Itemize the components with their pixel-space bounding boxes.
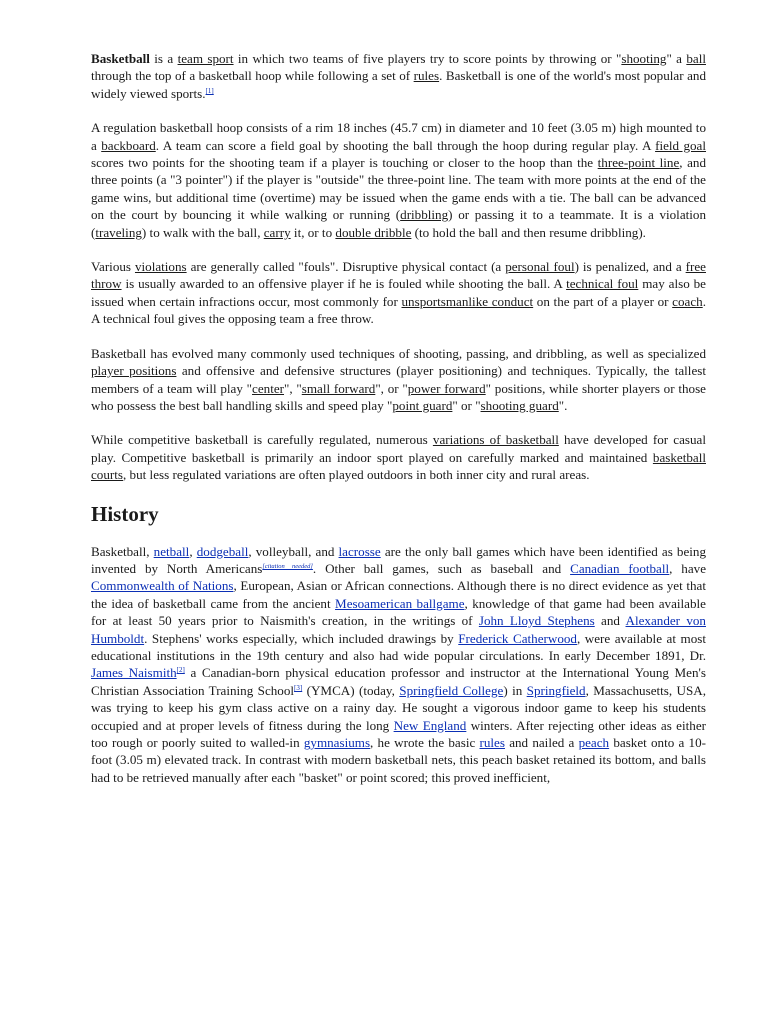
link-lacrosse[interactable]: lacrosse: [338, 543, 381, 559]
link-unsportsmanlike-conduct[interactable]: unsportsmanlike conduct: [401, 293, 534, 309]
link-rules-history[interactable]: rules: [479, 735, 505, 750]
citation-needed-link[interactable]: [citation needed]: [262, 562, 313, 570]
link-springfield-college[interactable]: Springfield College: [399, 682, 504, 698]
link-field-goal[interactable]: field goal: [655, 137, 707, 153]
link-springfield[interactable]: Springfield: [526, 682, 586, 698]
positions-paragraph: Basketball has evolved many commonly used techniques of shooting, passing, and dribbling, as well as specialized player positions and offensive and defensive structures (player positioning) and techniques. Typically, the tallest members of a team will play "center", "small forward", or "power forward" positions, while shorter players or those who possess the best ball handling skills and speed play "point guard" or "shooting guard".: [91, 345, 706, 413]
link-shooting-guard[interactable]: shooting guard: [480, 397, 559, 413]
link-violations[interactable]: violations: [134, 259, 187, 275]
link-personal-foul[interactable]: personal foul: [505, 259, 575, 275]
link-double-dribble[interactable]: double dribble: [335, 224, 412, 240]
link-netball[interactable]: netball: [153, 543, 190, 559]
footnote-2: [177, 666, 185, 674]
term-basketball: Basketball: [91, 51, 150, 66]
link-variations-of-basketball[interactable]: variations of basketball: [432, 432, 559, 448]
link-dribbling[interactable]: dribbling: [400, 207, 449, 223]
link-player-positions[interactable]: player positions: [91, 363, 177, 379]
link-gymnasiums[interactable]: gymnasiums: [303, 735, 371, 750]
link-james-naismith[interactable]: James Naismith: [91, 665, 177, 681]
link-mesoamerican-ballgame[interactable]: Mesoamerican ballgame: [335, 595, 465, 611]
link-peach[interactable]: peach: [578, 735, 610, 750]
hoop-paragraph: A regulation basketball hoop consists of a rim 18 inches (45.7 cm) in diameter and 10 feet (3.05 m) high mounted to a backboard. A team can score a field goal by shooting the ball through the hoop during regular play. A field goal scores two points for the shooting team if a player is touching or closer to the hoop than the three-point line, and three points (a "3 pointer") if the player is "outside" the three-point line. The team with more points at the end of the game wins, but additional time (overtime) may be issued when the game ends with a tie. The ball can be advanced on the court by bouncing it while walking or running (dribbling) or passing it to a teammate. It is a violation (traveling) to walk with the ball, carry it, or to double dribble (to hold the ball and then resume dribbling).: [91, 120, 707, 240]
link-ball[interactable]: ball: [686, 51, 706, 66]
link-traveling[interactable]: traveling: [95, 224, 142, 240]
link-three-point-line[interactable]: three-point line: [597, 155, 680, 171]
link-new-england[interactable]: New England: [393, 717, 467, 733]
footnote-3: [294, 684, 302, 692]
link-coach[interactable]: coach: [672, 293, 703, 309]
variations-paragraph: While competitive basketball is carefully regulated, numerous variations of basketball have developed for casual play. Competitive basketball is primarily an indoor sport played on carefully marked and maintained basketball courts, but less regulated variations are often played outdoors in both inner city and rural areas.: [91, 432, 706, 483]
link-power-forward[interactable]: power forward: [407, 380, 486, 396]
citation-needed: [262, 562, 313, 570]
link-commonwealth-of-nations[interactable]: Commonwealth of Nations: [91, 578, 234, 594]
link-canadian-football[interactable]: Canadian football: [570, 560, 670, 576]
link-basketball-courts[interactable]: basketball courts: [91, 449, 706, 483]
link-alexander-von-humboldt[interactable]: Alexander von Humboldt: [91, 613, 706, 646]
article-body: [91, 0, 706, 803]
link-carry[interactable]: carry: [263, 224, 291, 240]
intro-paragraph: Basketball is a team sport in which two teams of five players try to score points by throwing or "shooting" a ball through the top of a basketball hoop while following a set of rules. Basketball is one of the world's most popular and widely viewed sports.[1]: [91, 51, 706, 101]
link-shooting[interactable]: shooting: [621, 51, 667, 66]
link-center[interactable]: center: [252, 380, 285, 396]
link-team-sport[interactable]: team sport: [177, 51, 234, 66]
link-john-lloyd-stephens[interactable]: John Lloyd Stephens: [478, 613, 595, 629]
footnote-1: [206, 87, 214, 95]
link-frederick-catherwood[interactable]: Frederick Catherwood: [458, 630, 577, 646]
link-free-throw[interactable]: free throw: [91, 259, 706, 292]
link-backboard[interactable]: backboard: [101, 137, 156, 153]
history-heading: History: [91, 501, 159, 526]
history-paragraph: Basketball, netball, dodgeball, volleyball, and lacrosse are the only ball games which have been identified as being invented by North Americans[citation needed]. Other ball games, such as baseball and Canadian football, have Commonwealth of Nations, European, Asian or African connections. Although there is no direct evidence as yet that the idea of basketball came from the ancient Mesoamerican ballgame, knowledge of that game had been available for at least 50 years prior to Naismith's creation, in the writings of John Lloyd Stephens and Alexander von Humboldt. Stephens' works especially, which included drawings by Frederick Catherwood, were available at most educational institutions in the 19th century and also had wide popular circulations. In early December 1891, Dr. James Naismith[2] a Canadian-born physical education professor and instructor at the International Young Men's Christian Association Training School[3] (YMCA) (today, Springfield College) in Springfield, Massachusetts, USA, was trying to keep his gym class active on a rainy day. He sought a vigorous indoor game to keep his students occupied and at proper levels of fitness during the long New England winters. After rejecting other ideas as either too rough or poorly suited to walled-in gymnasiums, he wrote the basic rules and nailed a peach basket onto a 10-foot (3.05 m) elevated track. In contrast with modern basketball nets, this peach basket retained its bottom, and balls had to be retrieved manually after each "basket" or point scored; this proved inefficient,: [91, 543, 707, 785]
link-point-guard[interactable]: point guard: [392, 397, 453, 413]
footnote-3-link[interactable]: [3]: [294, 683, 303, 692]
link-dodgeball[interactable]: dodgeball: [196, 543, 249, 559]
link-technical-foul[interactable]: technical foul: [566, 276, 639, 292]
fouls-paragraph: Various violations are generally called "fouls". Disruptive physical contact (a personal foul) is penalized, and a free throw is usually awarded to an offensive player if he is fouled while shooting the ball. A technical foul may also be issued when certain infractions occur, most commonly for unsportsmanlike conduct on the part of a player or coach. A technical foul gives the opposing team a free throw.: [91, 259, 706, 327]
link-rules[interactable]: rules: [413, 68, 440, 84]
footnote-2-link[interactable]: [2]: [176, 666, 185, 675]
link-small-forward[interactable]: small forward: [301, 380, 376, 396]
footnote-1-link[interactable]: [1]: [205, 86, 214, 95]
